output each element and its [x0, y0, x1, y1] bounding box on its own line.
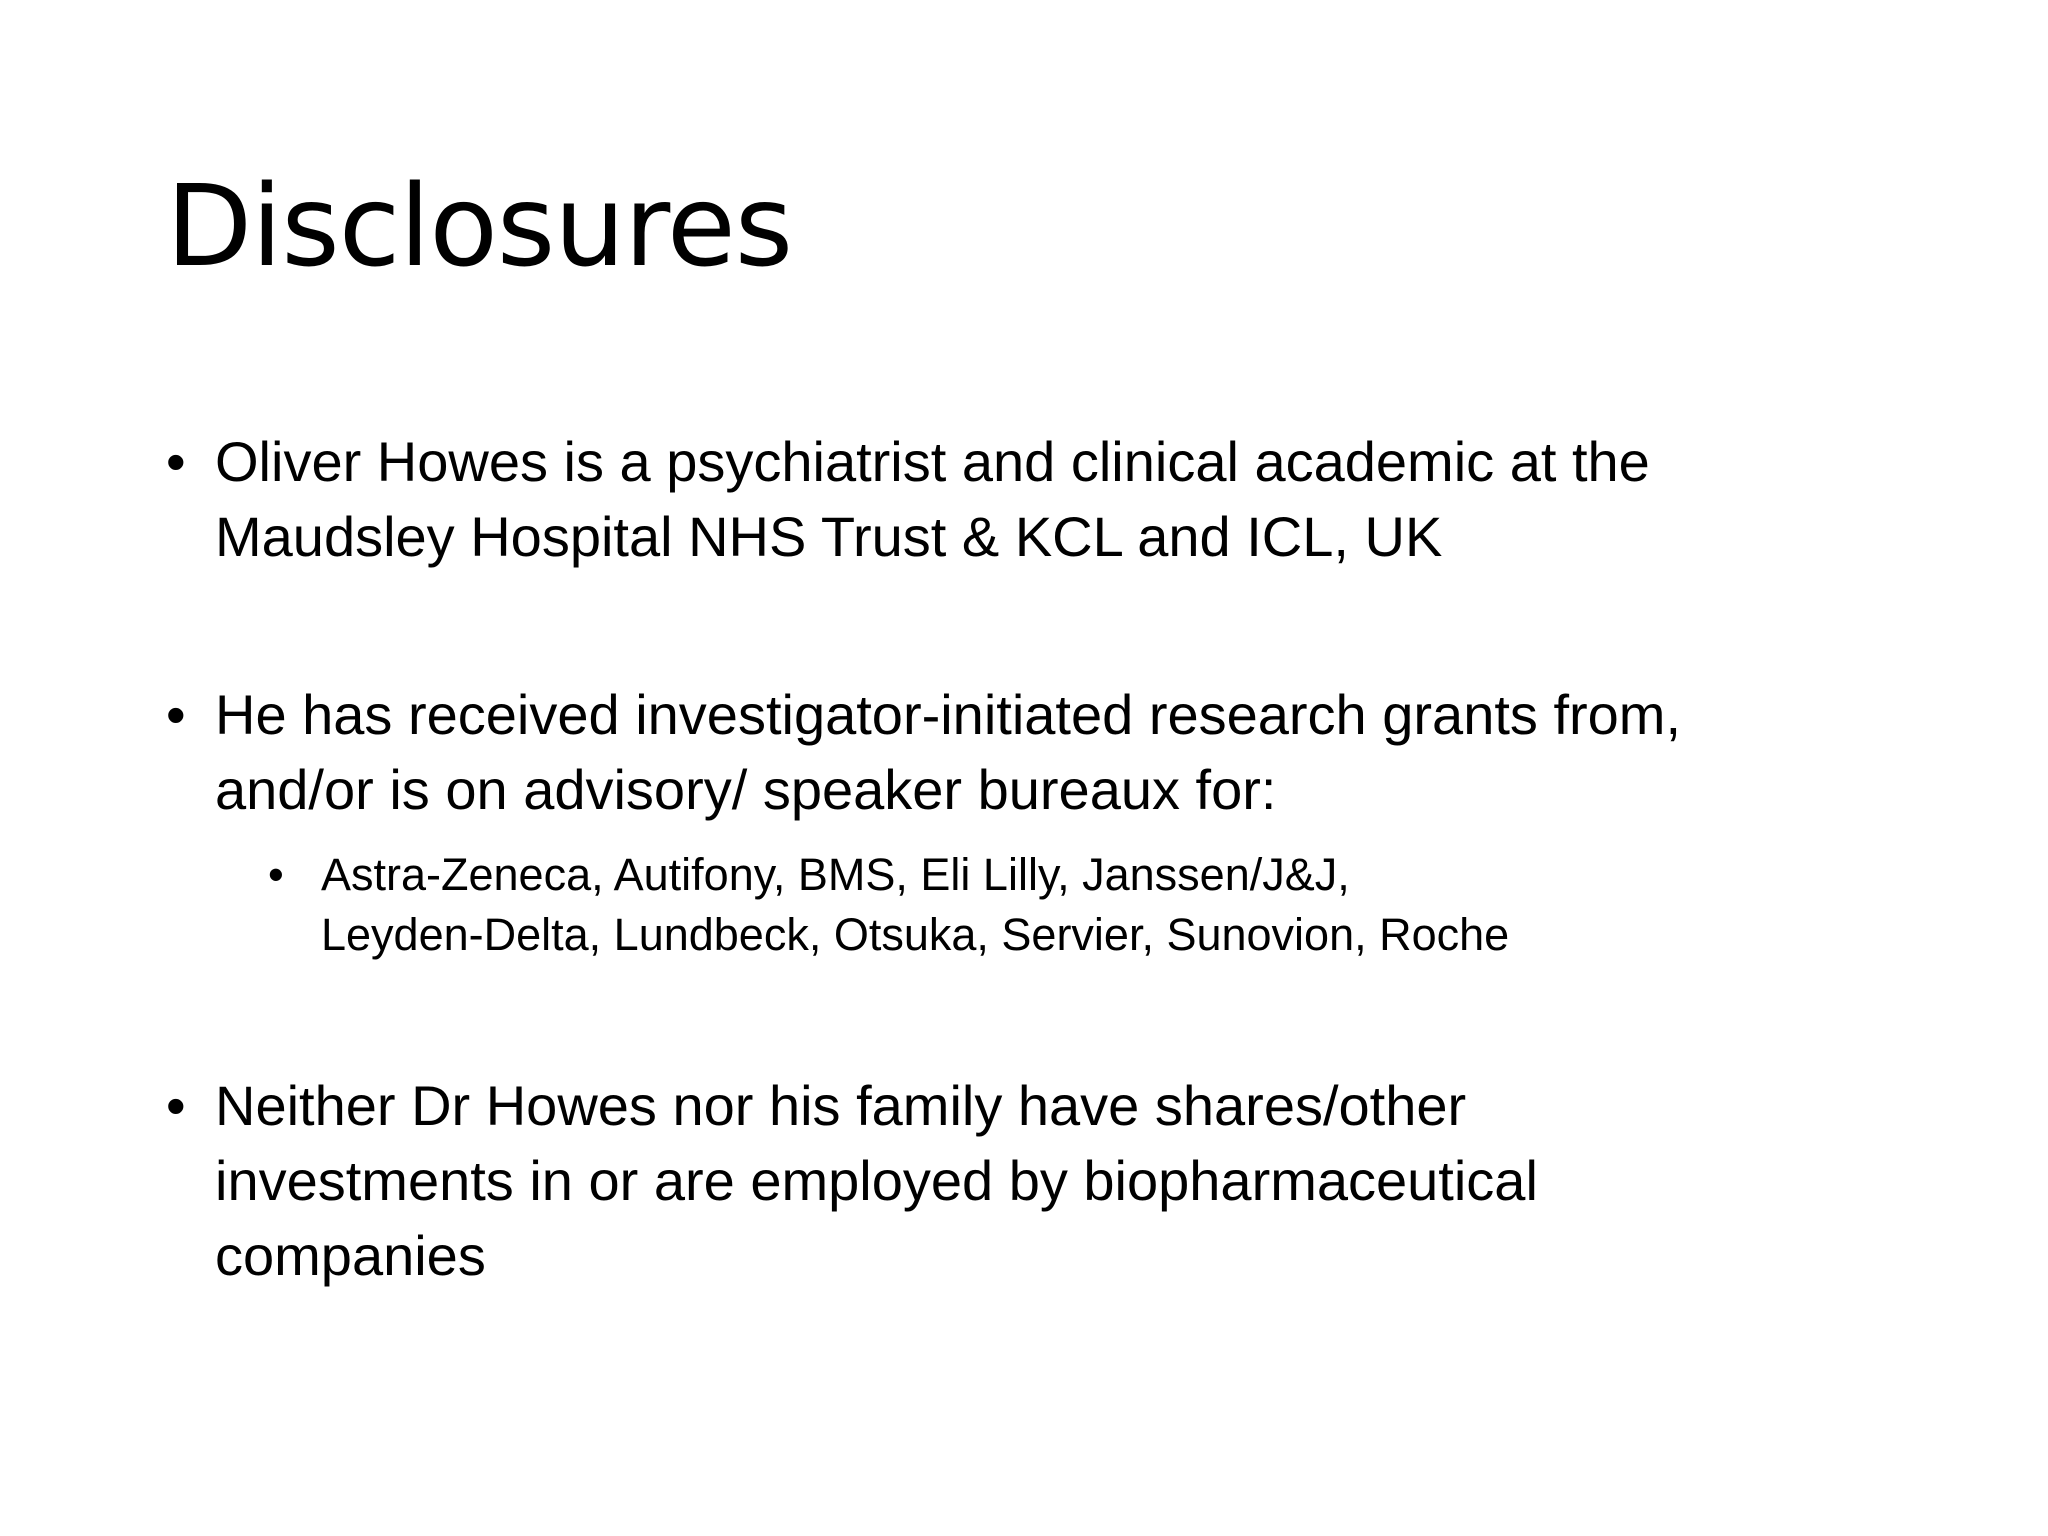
sub-bullet-line: Leyden-Delta, Lundbeck, Otsuka, Servier, Sunovion, Roche [321, 909, 1510, 960]
bullet-list [166, 424, 1916, 1293]
slide-title: Disclosures [166, 162, 793, 292]
bullet-line: and/or is on advisory/ speaker bureaux for: [215, 758, 1277, 821]
sub-bullet-icon: • [268, 849, 284, 900]
bullet-item-investments [166, 1068, 1916, 1293]
bullet-line: investments in or are employed by biopharmaceutical [215, 1149, 1538, 1212]
bullet-line: He has received investigator-initiated research grants from, [215, 683, 1682, 746]
sub-bullet-item-companies [268, 845, 1916, 965]
bullet-line: companies [215, 1224, 486, 1287]
bullet-item-affiliation [166, 424, 1916, 574]
bullet-line: Oliver Howes is a psychiatrist and clinical academic at the [215, 430, 1650, 493]
sub-bullet-list [215, 845, 1916, 965]
bullet-icon: • [166, 683, 186, 746]
bullet-line: Neither Dr Howes nor his family have shares/other [215, 1074, 1467, 1137]
sub-bullet-line: Astra-Zeneca, Autifony, BMS, Eli Lilly, Janssen/J&J, [321, 849, 1350, 900]
bullet-icon: • [166, 1074, 186, 1137]
bullet-line: Maudsley Hospital NHS Trust & KCL and ICL, UK [215, 505, 1443, 568]
bullet-icon: • [166, 430, 186, 493]
bullet-item-grants [166, 677, 1916, 965]
